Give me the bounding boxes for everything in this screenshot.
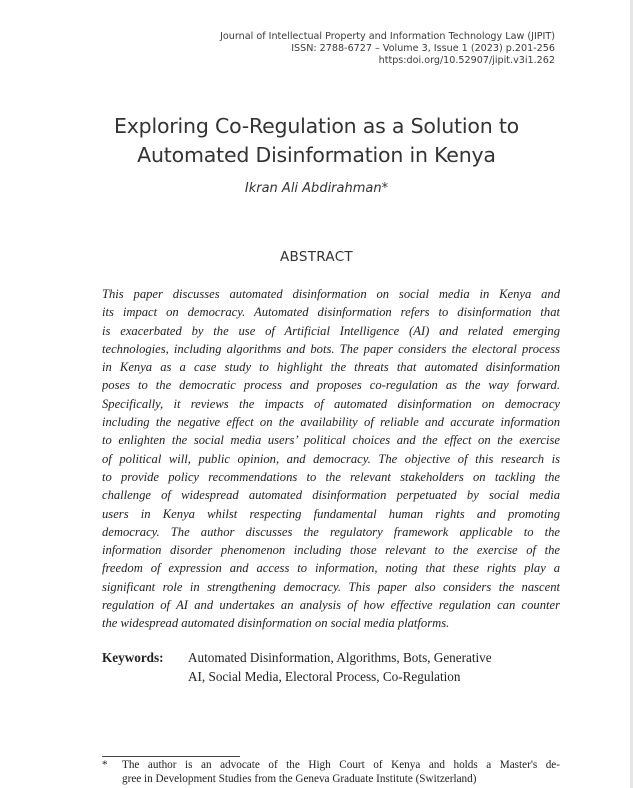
footnote-line-2: gree in Development Studies from the Geneva Graduate Institute (Switzerland) [122,772,477,785]
journal-header [220,31,555,67]
abstract-line: is exacerbated by the use of Artificial Intelligence (AI) and related emerging [102,323,560,338]
journal-name: Journal of Intellectual Property and Information Technology Law (JIPIT) [220,31,555,42]
abstract-line: regulation of AI and undertakes an analysis of how effective regulation can counter [102,598,560,613]
footnote-line-1: The author is an advocate of the High Court of Kenya and holds a Master's de- [122,759,560,771]
paper-title-line-2: Automated Disinformation in Kenya [137,143,496,167]
footnote-mark: * [102,759,108,771]
keywords-list [188,649,548,686]
footnote-text [122,759,560,786]
abstract-line: democracy. The author discusses the regulatory framework applicable to the [102,524,560,539]
keywords-line-1: Automated Disinformation, Algorithms, Bots, Generative [188,650,492,665]
abstract-line: its impact on democracy. Automated disinformation refers to disinformation that [102,305,560,320]
abstract-line: of political will, public opinion, and democracy. The objective of this research is [102,451,560,466]
abstract-line: information disorder phenomenon including those relevant to the exercise of the [102,543,560,558]
abstract-line: the widespread automated disinformation on social media platforms. [102,616,450,631]
abstract-line: to provide policy recommendations to the relevant stakeholders on tackling the [102,469,560,484]
abstract-line: poses to the democratic process and proposes co-regulation as the way forward. [102,378,560,393]
abstract-line: in Kenya as a case study to highlight the threats that automated disinformation [102,360,560,375]
abstract-heading: ABSTRACT [280,249,353,265]
abstract-line: This paper discusses automated disinformation on social media in Kenya and [102,287,560,301]
abstract-line: including the negative effect on the availability of reliable and accurate information [102,415,560,430]
abstract-line: freedom of expression and access to information, noting that these rights play a [102,561,560,576]
abstract-line: significant role in strengthening democracy. This paper also considers the nascent [102,579,560,594]
footnote-divider [102,756,240,757]
paper-title [0,112,633,170]
paper-title-line-1: Exploring Co-Regulation as a Solution to [113,114,520,138]
journal-doi: https:doi.org/10.52907/jipit.v3i1.262 [378,55,555,66]
journal-issn: ISSN: 2788-6727 – Volume 3, Issue 1 (2023) p.201-256 [291,43,555,54]
author-name: Ikran Ali Abdirahman* [244,181,389,196]
abstract-line: users in Kenya whilst respecting fundamental human rights and promoting [102,506,560,521]
keywords-line-2: AI, Social Media, Electoral Process, Co-Regulation [188,668,461,684]
abstract-line: to enlighten the social media users’ political choices and the effect on the exercise [102,433,560,448]
abstract-line: Specifically, it reviews the impacts of automated disinformation on democracy [102,396,560,411]
keywords-label: Keywords: [102,650,164,665]
abstract-line: challenge of widespread automated disinformation perpetuated by social media [102,488,560,503]
abstract-body [102,285,560,633]
abstract-line: technologies, including algorithms and bots. The paper considers the electoral process [102,341,560,356]
